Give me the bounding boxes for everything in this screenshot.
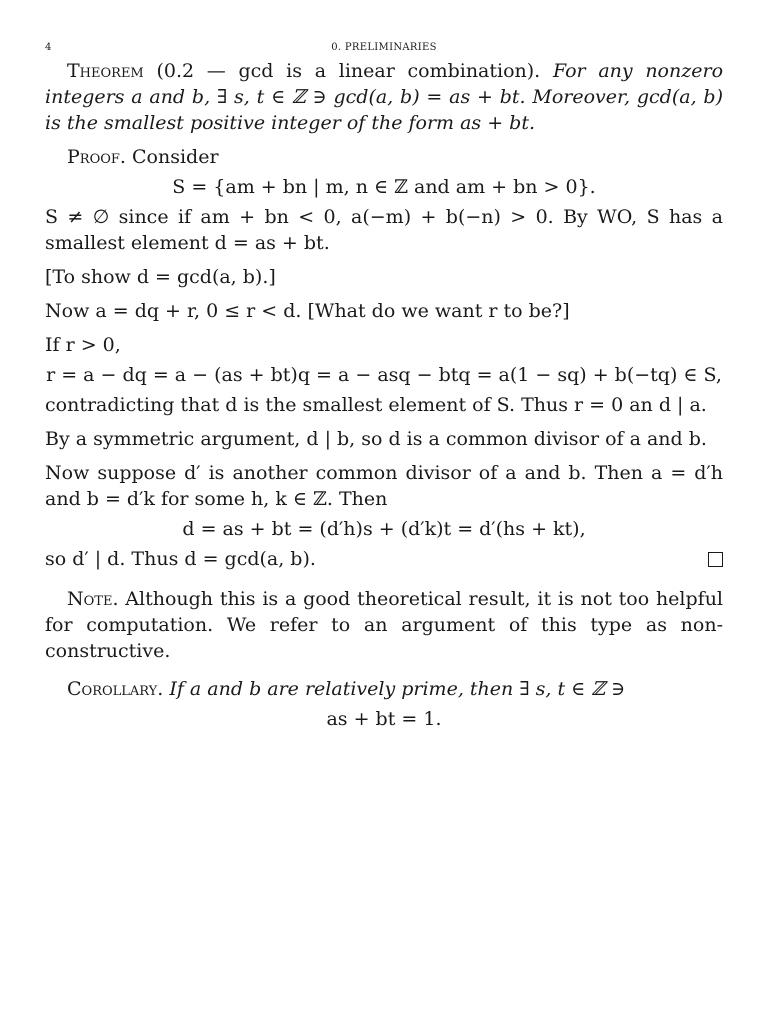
suppose-paragraph: Now suppose d′ is another common divisor of a and b. Then a = d′h and b = d′k for some h, k ∈ ℤ. Then bbox=[45, 462, 723, 510]
proof-conclusion bbox=[45, 546, 723, 572]
theorem-attribution: (0.2 — gcd is a linear combination). bbox=[156, 60, 541, 82]
corollary bbox=[45, 676, 723, 702]
conclusion-text: so d′ | d. Thus d = gcd(a, b). bbox=[45, 548, 316, 570]
section-title: 0. PRELIMINARIES bbox=[331, 42, 437, 53]
qed-icon bbox=[708, 552, 723, 567]
r-equation: r = a − dq = a − (as + bt)q = a − asq − btq = a(1 − sq) + b(−tq) ∈ S, bbox=[46, 364, 722, 386]
running-head bbox=[45, 38, 723, 58]
contradiction-line: contradicting that d is the smallest element of S. Thus r = 0 an d | a. bbox=[45, 394, 707, 416]
note-label: Note. bbox=[67, 588, 119, 610]
d-equation: d = as + bt = (d′h)s + (d′k)t = d′(hs + kt), bbox=[182, 518, 586, 540]
page bbox=[45, 38, 723, 736]
theorem-statement: For any nonzero integers a and b, ∃ s, t ∈ ℤ ∋ gcd(a, b) = as + bt. Moreover, gcd(a, b) is the smallest positive integer of the form as + bt. bbox=[45, 60, 724, 134]
to-show-line: [To show d = gcd(a, b).] bbox=[45, 266, 276, 288]
note bbox=[45, 586, 723, 664]
corollary-label: Corollary. bbox=[67, 678, 164, 700]
set-definition: S = {am + bn | m, n ∈ ℤ and am + bn > 0}. bbox=[172, 176, 596, 198]
symmetric-line: By a symmetric argument, d | b, so d is a common divisor of a and b. bbox=[45, 428, 707, 450]
corollary-equation: as + bt = 1. bbox=[326, 708, 442, 730]
note-text: Although this is a good theoretical result, it is not too helpful for computation. We refer to an argument of this type as non-constructive. bbox=[45, 588, 724, 662]
proof-intro bbox=[45, 144, 723, 170]
page-number: 4 bbox=[45, 42, 52, 53]
theorem bbox=[45, 58, 723, 136]
corollary-statement: If a and b are relatively prime, then ∃ s, t ∈ ℤ ∋ bbox=[169, 678, 626, 700]
nonempty-paragraph: S ≠ ∅ since if am + bn < 0, a(−m) + b(−n) > 0. By WO, S has a smallest element d = as + bt. bbox=[45, 206, 723, 254]
theorem-label: Theorem bbox=[67, 60, 144, 82]
division-line: Now a = dq + r, 0 ≤ r < d. [What do we want r to be?] bbox=[45, 300, 570, 322]
if-r-line: If r > 0, bbox=[45, 334, 121, 356]
proof-intro-text: Consider bbox=[132, 146, 219, 168]
proof-label: Proof. bbox=[67, 146, 126, 168]
